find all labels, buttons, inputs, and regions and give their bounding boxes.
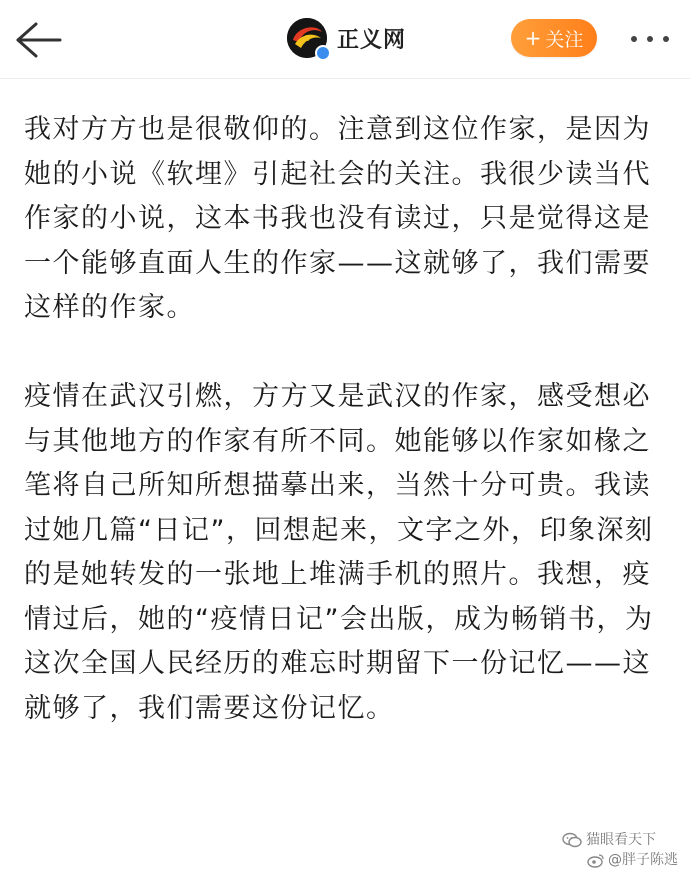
article-paragraph: 我对方方也是很敬仰的。注意到这位作家，是因为她的小说《软埋》引起社会的关注。我很少读当代作家的小说，这本书我也没有读过，只是觉得这是一个能够直面人生的作家——这就够了，我们需要这样的作家。: [24, 114, 651, 323]
weibo-icon: [587, 853, 605, 868]
more-options-button[interactable]: [625, 29, 675, 49]
top-navigation-bar: [0, 0, 690, 78]
watermark: [528, 831, 678, 871]
more-dots-icon: [625, 29, 675, 49]
article-body: [24, 108, 674, 731]
article-paragraph: 疫情在武汉引燃，方方又是武汉的作家，感受想必与其他地方的作家有所不同。她能够以作家如椽之笔将自己所知所想描摹出来，当然十分可贵。我读过她几篇“日记”，回想起来，文字之外，印象深刻的是她转发的一张地上堆满手机的照片。我想，疫情过后，她的“疫情日记”会出版，成为畅销书，为这次全国人民经历的难忘时期留下一份记忆——这就够了，我们需要这份记忆。: [24, 381, 654, 724]
wechat-icon: [562, 832, 582, 848]
arrow-left-icon: [14, 20, 64, 60]
follow-button[interactable]: [511, 19, 597, 57]
watermark-wechat-line: [562, 831, 656, 849]
watermark-weibo-text: @胖子陈逃: [608, 852, 678, 868]
account-header[interactable]: [287, 16, 406, 60]
follow-label: 关注: [545, 28, 584, 51]
avatar[interactable]: [287, 18, 327, 58]
header-divider: [0, 78, 690, 79]
watermark-weibo-line: [587, 851, 678, 869]
watermark-wechat-text: 猫眼看天下: [586, 832, 656, 848]
back-button[interactable]: [14, 20, 64, 60]
account-name: 正义网: [337, 27, 407, 53]
verified-badge-icon: [315, 45, 331, 61]
plus-icon: +: [524, 26, 542, 50]
